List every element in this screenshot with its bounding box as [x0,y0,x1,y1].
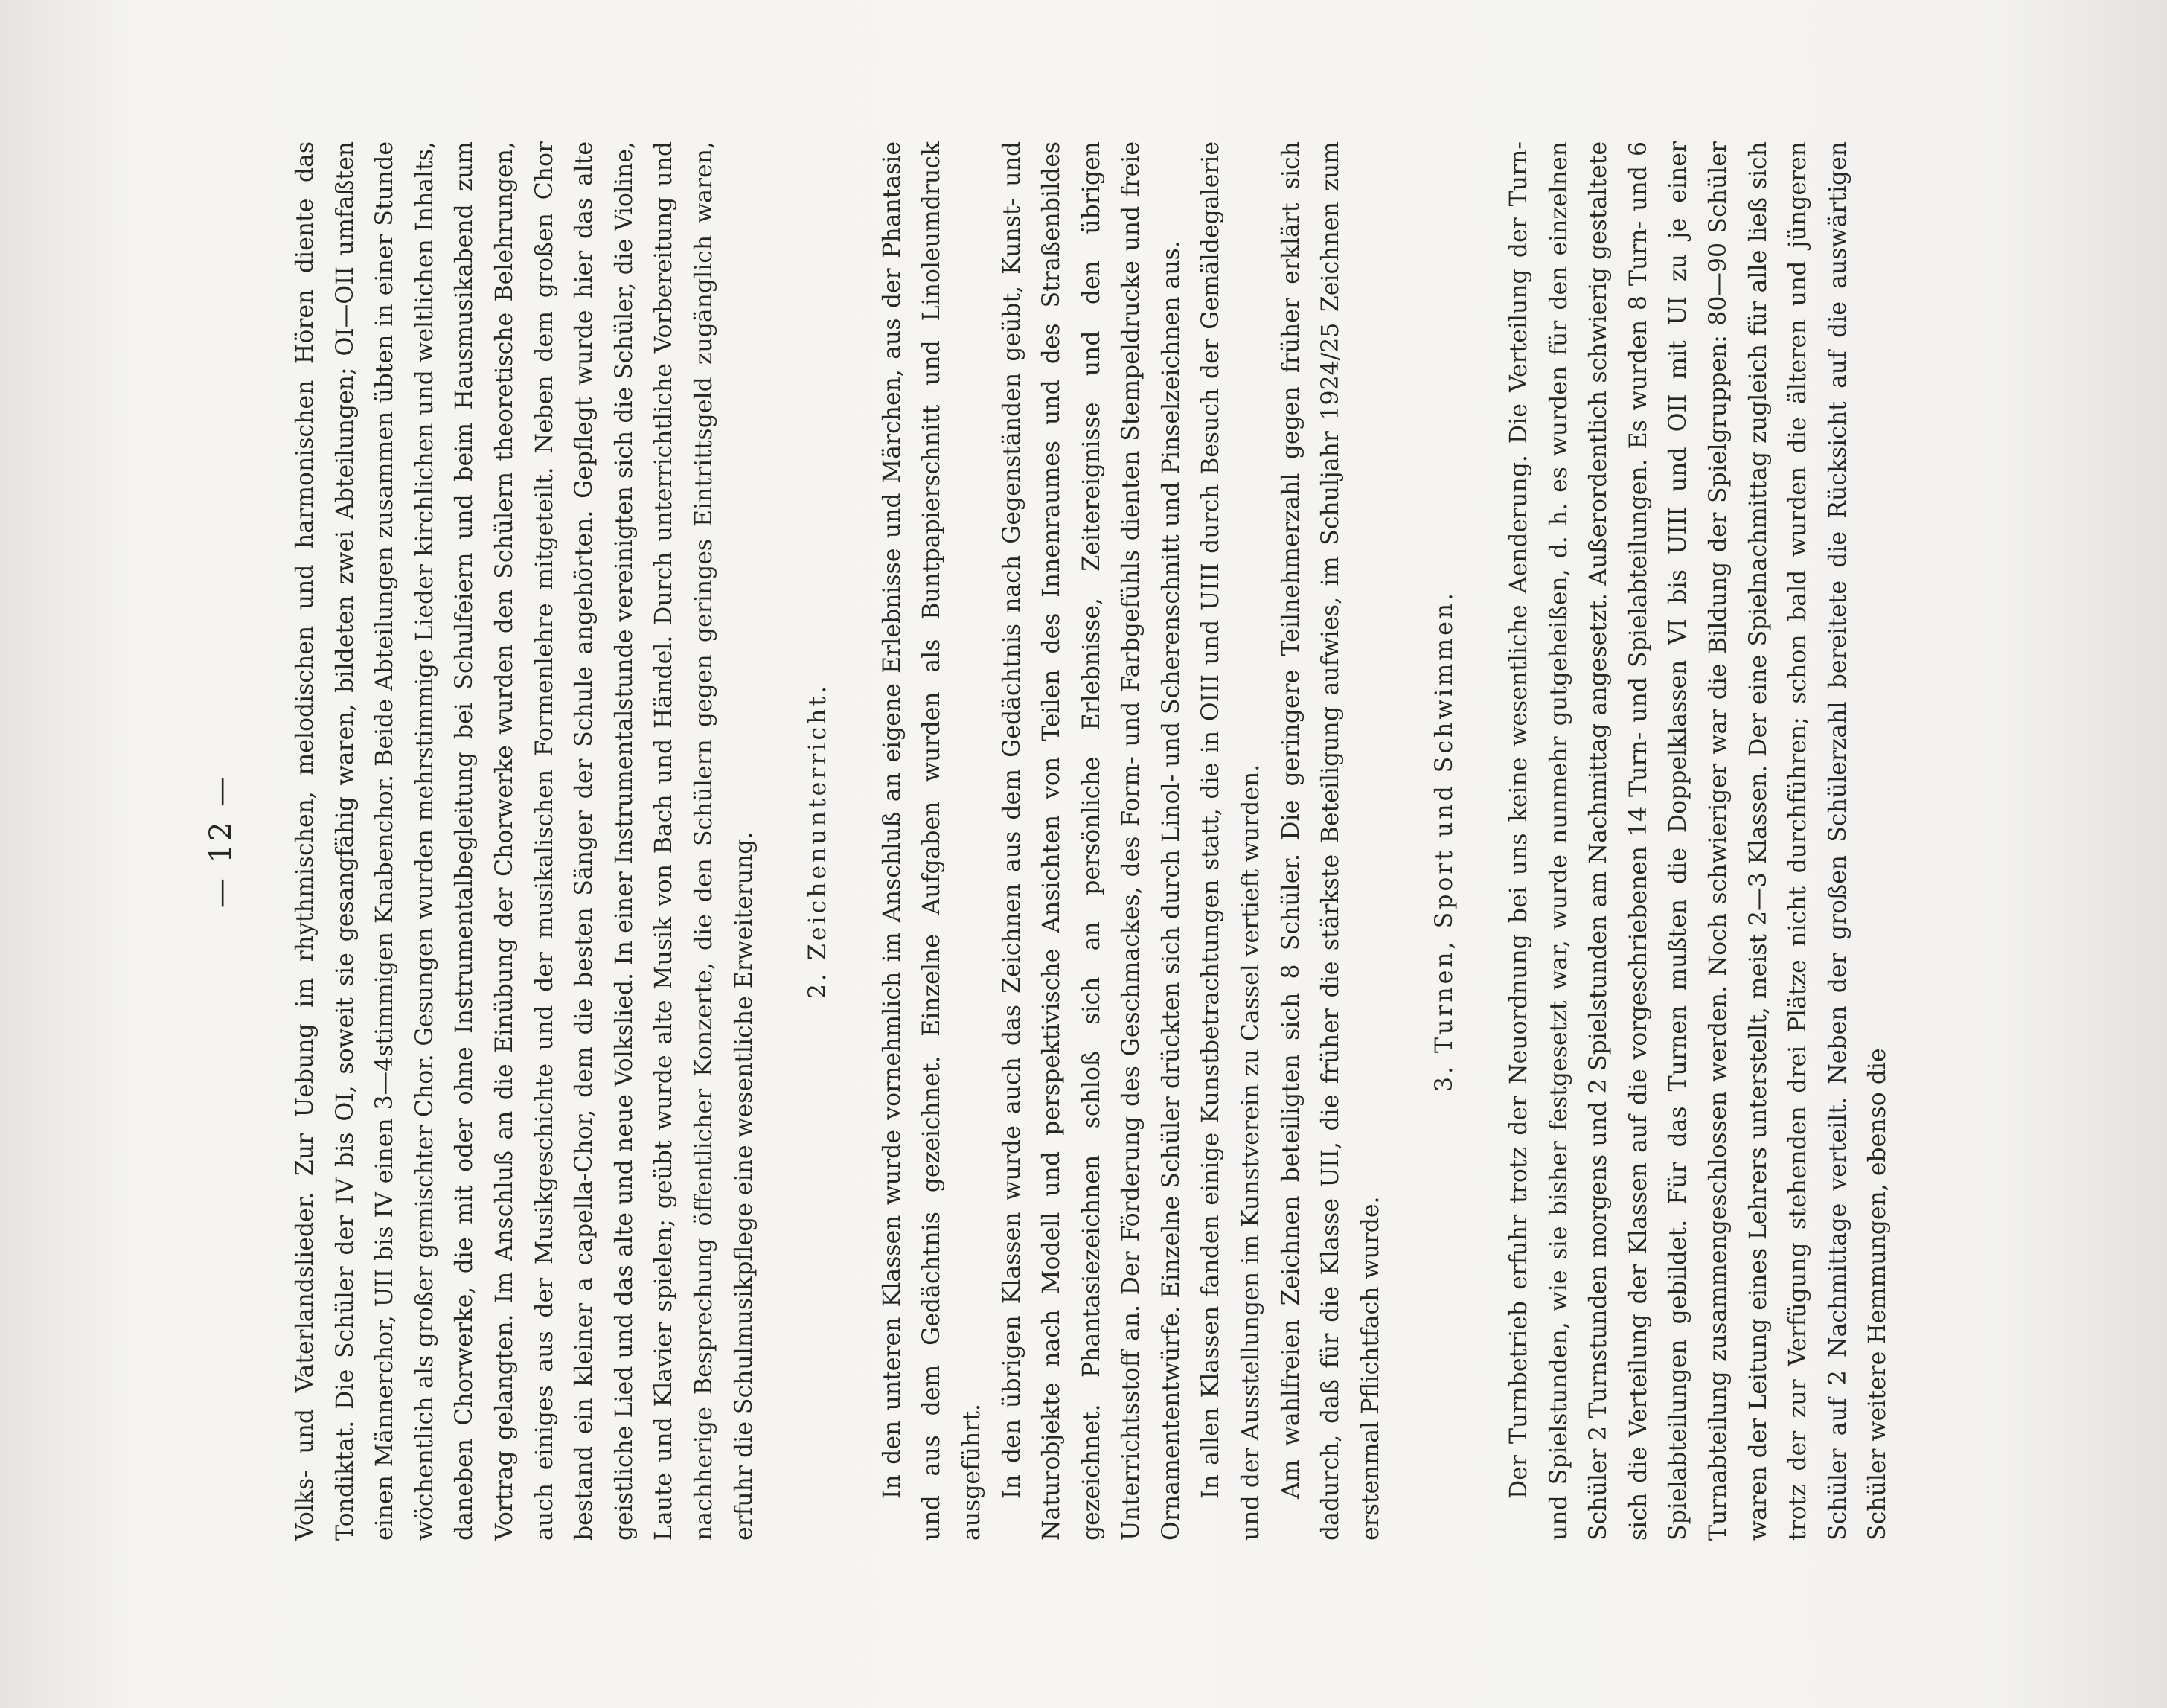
paragraph-art-viewing: In allen Klassen fanden einige Kunstbetrachtungen statt, die in OIII und UIII durch Besuch der Gemäldegalerie und der Ausstellungen im Kunstverein zu Cassel vertieft wurden. [1197,141,1265,1541]
section-heading-drawing: 2. Zeichenunterricht. [804,682,832,999]
paragraph-drawing-other: In den übrigen Klassen wurde auch das Zeichnen aus dem Gedächtnis nach Gegenständen geübt, Kunst- und Naturobjekte nach Modell und perspektivische Ansichten von Teilen des Innenraumes und des Straßenbildes gezeichnet. Phantasiezeichnen schloß sich an persönliche Erlebnisse, Zeitereignisse und den übrigen Unterrichtsstoff an. Der Förderung des Geschmackes, des Form- und Farbgefühls dienten Stempeldrucke und freie Ornamententwürfe. Einzelne Schüler drückten sich durch Linol- und Scherenschnitt und Pinselzeichnen aus. [998,141,1185,1541]
paragraph-music: Volks- und Vaterlandslieder. Zur Uebung im rhythmischen, melodischen und harmonischen Hören diente das Tondiktat. Die Schüler der IV bis OI, soweit sie gesangfähig waren, bildeten zwei Abteilungen; OI—OII umfaßten einen Männerchor, UII bis IV einen 3—4stimmigen Knabenchor. Beide Abteilungen zusammen übten in einer Stunde wöchentlich als großer gemischter Chor. Gesungen wurden mehrstimmige Lieder kirchlichen und weltlichen Inhalts, daneben Chorwerke, die mit oder ohne Instrumentalbegleitung bei Schulfeiern und beim Hausmusikabend zum Vortrag gelangten. Im Anschluß an die Einübung der Chorwerke wurden den Schülern theoretische Belehrungen, auch einiges aus der Musikgeschichte und der musikalischen Formenlehre mitgeteilt. Neben dem großen Chor bestand ein kleiner a capella-Chor, dem die besten Sänger der Schule angehörten. Gepflegt wurde hier das alte geistliche Lied und das alte und neue Volkslied. In einer Instrumentalstunde vereinigten sich die Schüler, die Violine, Laute und Klavier spielen; geübt wurde alte Musik von Bach und Händel. Durch unterrichtliche Vorbereitung und nachherige Besprechung öffentlicher Konzerte, die den Schülern gegen geringes Eintrittsgeld zugänglich waren, erfuhr die Schulmusikpflege eine wesentliche Erweiterung. [292,141,758,1541]
document-body [286,141,1898,1541]
rotated-text-sheet [204,141,2079,1541]
paragraph-elective-drawing: Am wahlfreien Zeichnen beteiligten sich 8 Schüler. Die geringere Teilnehmerzahl gegen früher erklärt sich dadurch, daß für die Klasse UII, die früher die stärkste Beteiligung aufwies, im Schuljahr 1924/25 Zeichnen zum erstenmal Pflichtfach wurde. [1277,141,1384,1541]
paragraph-drawing-lower: In den unteren Klassen wurde vornehmlich im Anschluß an eigene Erlebnisse und Märchen, aus der Phantasie und aus dem Gedächtnis gezeichnet. Einzelne Aufgaben wurden als Buntpapierschnitt und Linoleumdruck ausgeführt. [878,141,985,1541]
section-heading-sport: 3. Turnen, Sport und Schwimmen. [1431,589,1459,1093]
paragraph-gymnastics: Der Turnbetrieb erfuhr trotz der Neuordnung bei uns keine wesentliche Aenderung. Die Verteilung der Turn- und Spielstunden, wie sie bisher festgesetzt war, wurde nunmehr gutgeheißen, d. h. es wurden für den einzelnen Schüler 2 Turnstunden morgens und 2 Spielstunden am Nachmittag angesetzt. Außerordentlich schwierig gestaltete sich die Verteilung der Klassen auf die vorgeschriebenen 14 Turn- und Spielabteilungen. Es wurden 8 Turn- und 6 Spielabteilungen gebildet. Für das Turnen mußten die Doppelklassen VI bis UIII und OII mit UI zu je einer Turnabteilung zusammengeschlossen werden. Noch schwieriger war die Bildung der Spielgruppen: 80—90 Schüler waren der Leitung eines Lehrers unterstellt, meist 2—3 Klassen. Der eine Spielnachmittag zugleich für alle ließ sich trotz der zur Verfügung stehenden drei Plätze nicht durchführen; schon bald wurden die älteren und jüngeren Schüler auf 2 Nachmittage verteilt. Neben der großen Schülerzahl bereitete die Rücksicht auf die auswärtigen Schüler weitere Hemmungen, ebenso die [1505,141,1892,1541]
page-number: — 12 — [204,773,238,909]
